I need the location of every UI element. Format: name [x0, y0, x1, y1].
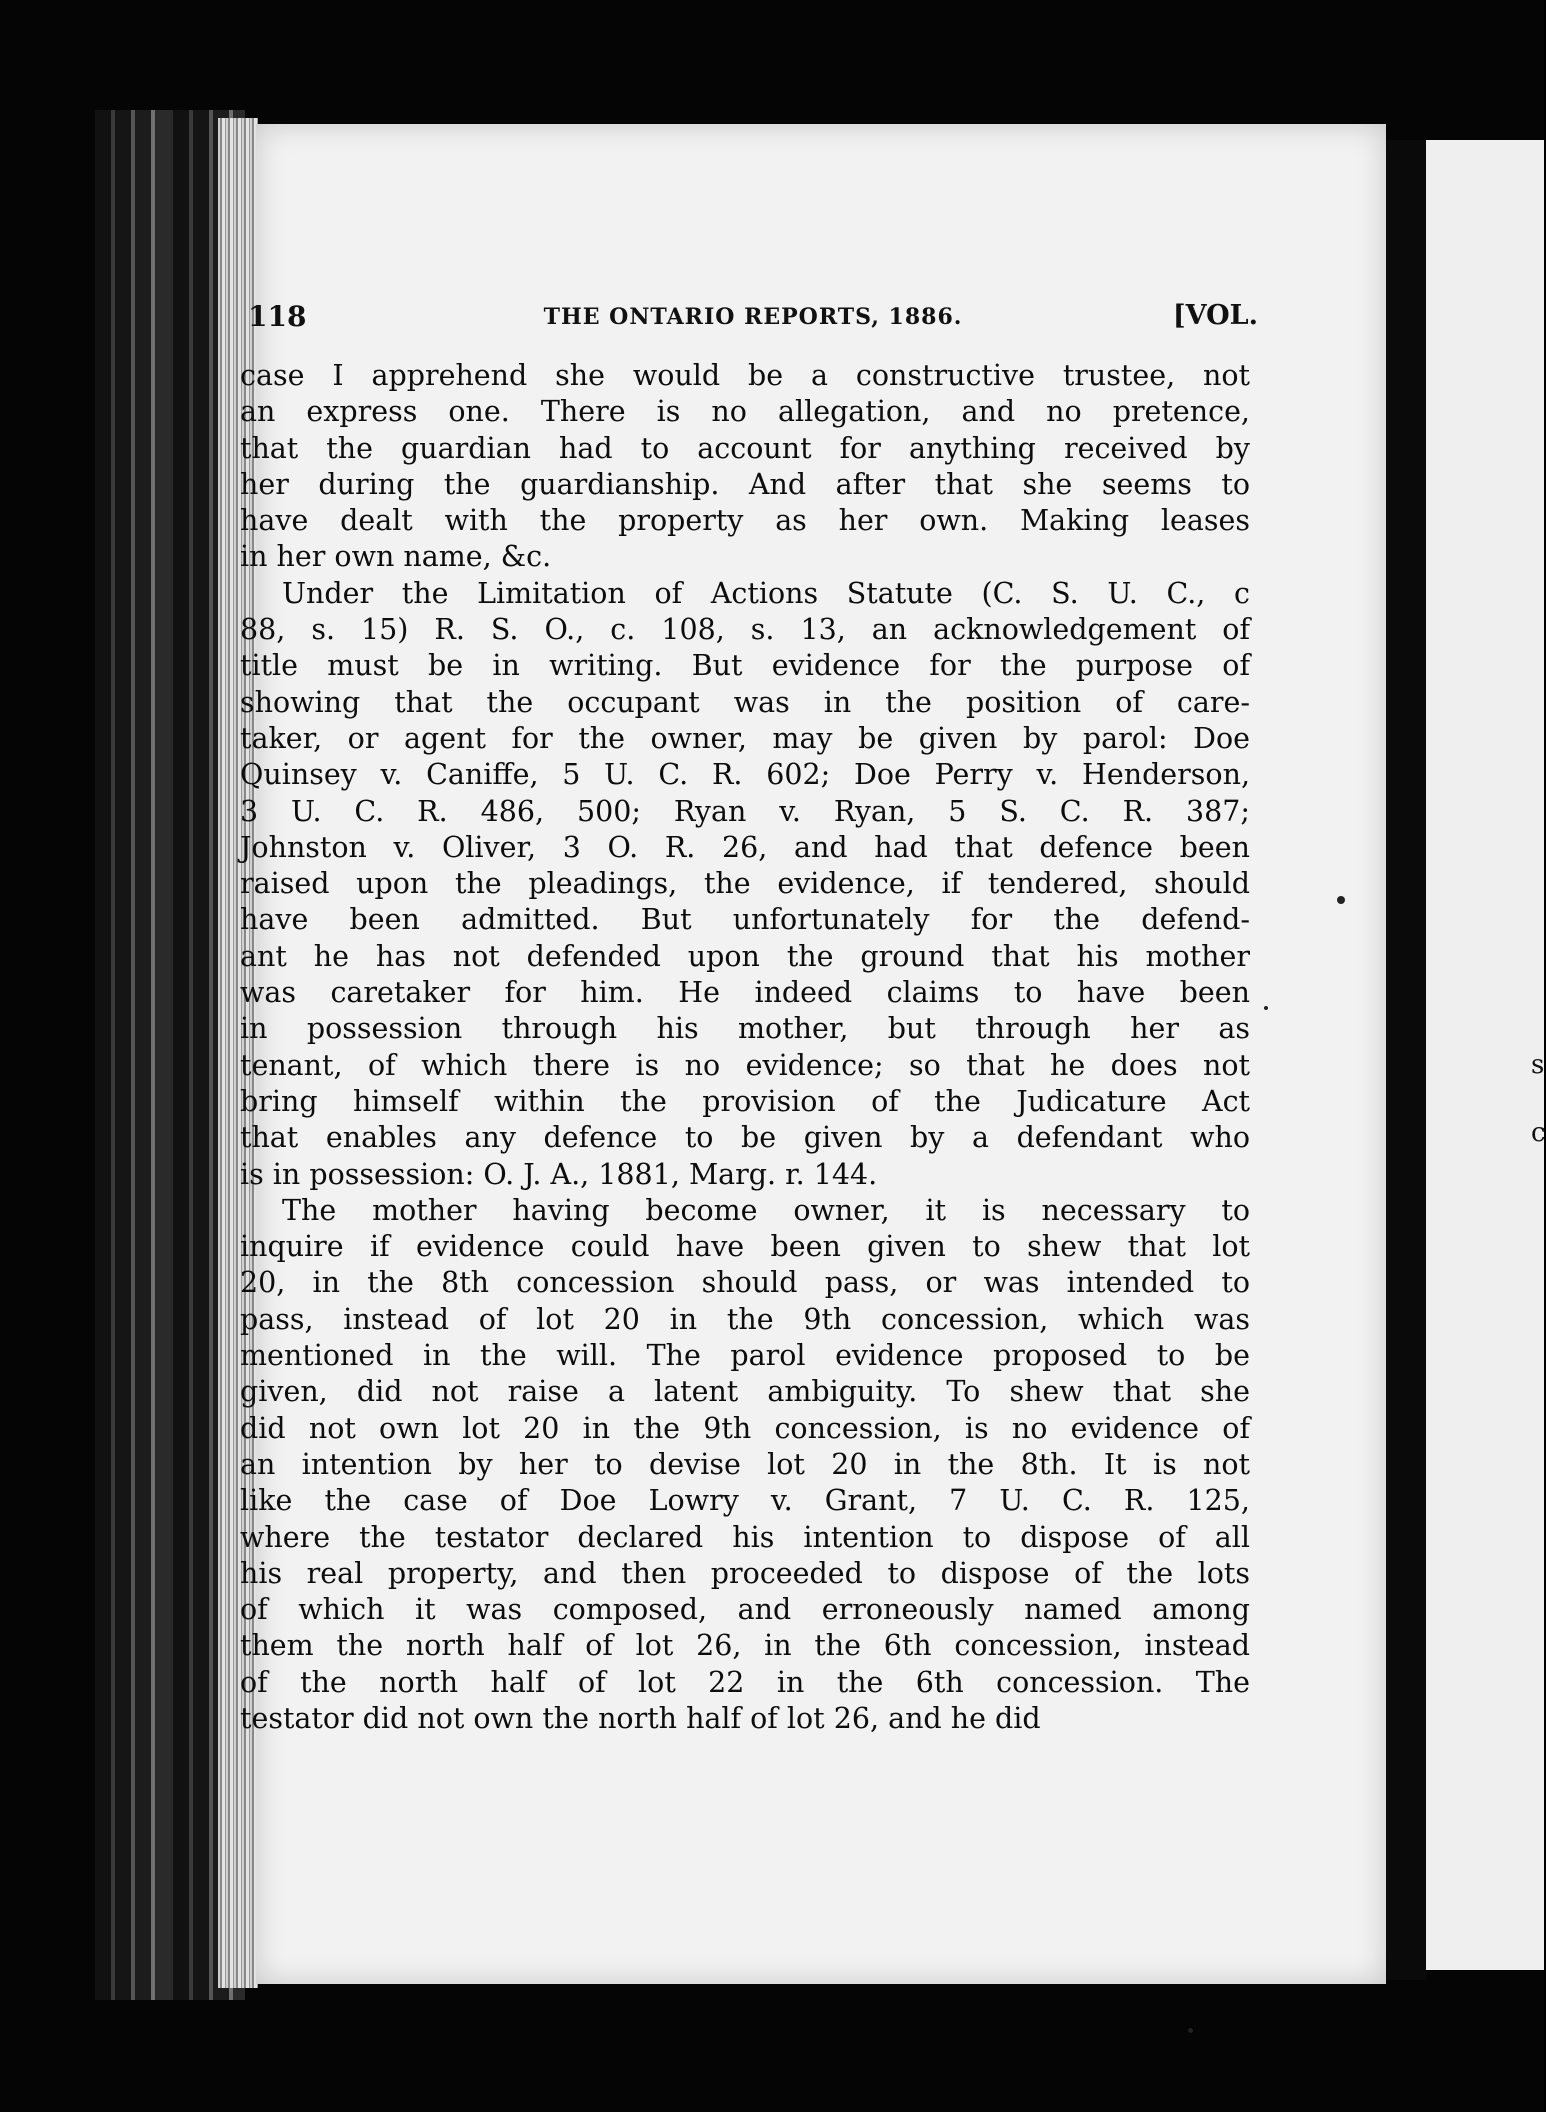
text-line: have been admitted. But unfortunately for the defend-: [240, 903, 1250, 937]
text-line: Quinsey v. Caniffe, 5 U. C. R. 602; Doe Perry v. Henderson,: [240, 758, 1250, 792]
text-line: is in possession: O. J. A., 1881, Marg. r. 144.: [240, 1157, 878, 1191]
text-line: title must be in writing. But evidence for the purpose of: [240, 649, 1250, 683]
text-line: that enables any defence to be given by a defendant who: [240, 1121, 1250, 1155]
paragraph-p3: [240, 1193, 1250, 1737]
text-line: ant he has not defended upon the ground that his mother: [240, 939, 1250, 973]
text-line: mentioned in the will. The parol evidence proposed to be: [240, 1339, 1250, 1373]
text-line: bring himself within the provision of the Judicature Act: [240, 1084, 1250, 1118]
paragraph-p2: [240, 576, 1250, 1193]
facing-page: [1426, 140, 1544, 1970]
text-line: was caretaker for him. He indeed claims to have been: [240, 976, 1250, 1010]
text-line: inquire if evidence could have been given to shew that lot: [240, 1230, 1250, 1264]
running-title: THE ONTARIO REPORTS, 1886.: [543, 304, 963, 330]
page-number: 118: [248, 300, 307, 333]
text-line: that the guardian had to account for anything received by: [240, 431, 1250, 465]
text-line: showing that the occupant was in the position of care-: [240, 685, 1250, 719]
running-head: [248, 300, 1258, 340]
text-line: 88, s. 15) R. S. O., c. 108, s. 13, an acknowledgement of: [240, 613, 1250, 647]
volume-marker: [VOL.: [1172, 300, 1258, 331]
text-line: did not own lot 20 in the 9th concession, is no evidence of: [240, 1411, 1250, 1445]
text-line: them the north half of lot 26, in the 6th concession, instead: [240, 1629, 1250, 1663]
text-line: like the case of Doe Lowry v. Grant, 7 U. C. R. 125,: [240, 1484, 1250, 1518]
facing-page-mark: c: [1531, 1118, 1546, 1148]
text-line: where the testator declared his intention to dispose of all: [240, 1520, 1250, 1554]
text-line: her during the guardianship. And after that she seems to: [240, 467, 1250, 501]
text-line: The mother having become owner, it is necessary to: [282, 1193, 1250, 1227]
body-text: [240, 358, 1250, 1737]
text-line: Under the Limitation of Actions Statute (C. S. U. C., c: [282, 576, 1250, 610]
facing-page-mark: s: [1531, 1050, 1545, 1080]
text-line: an intention by her to devise lot 20 in the 8th. It is not: [240, 1447, 1250, 1481]
text-line: Johnston v. Oliver, 3 O. R. 26, and had that defence been: [240, 830, 1250, 864]
scan-speck: [1188, 2028, 1193, 2033]
text-line: his real property, and then proceeded to dispose of the lots: [240, 1556, 1250, 1590]
scan-speck: [1264, 1006, 1268, 1010]
text-line: 20, in the 8th concession should pass, or was intended to: [240, 1266, 1250, 1300]
text-line: pass, instead of lot 20 in the 9th concession, which was: [240, 1302, 1250, 1336]
text-line: 3 U. C. R. 486, 500; Ryan v. Ryan, 5 S. C. R. 387;: [240, 794, 1250, 828]
text-line: an express one. There is no allegation, and no pretence,: [240, 395, 1250, 429]
text-line: raised upon the pleadings, the evidence, if tendered, should: [240, 867, 1250, 901]
paragraph-p1: [240, 358, 1250, 576]
text-line: testator did not own the north half of lot 26, and he did: [240, 1701, 1041, 1735]
text-line: of which it was composed, and erroneously named among: [240, 1593, 1250, 1627]
scan-speck: [1337, 896, 1345, 904]
text-line: given, did not raise a latent ambiguity. To shew that she: [240, 1375, 1250, 1409]
text-line: of the north half of lot 22 in the 6th concession. The: [240, 1665, 1250, 1699]
text-line: in her own name, &c.: [240, 540, 552, 574]
text-line: have dealt with the property as her own. Making leases: [240, 504, 1250, 538]
gutter-shadow: [1386, 140, 1426, 1980]
text-line: in possession through his mother, but through her as: [240, 1012, 1250, 1046]
text-line: case I apprehend she would be a constructive trustee, not: [240, 359, 1250, 392]
text-line: taker, or agent for the owner, may be given by parol: Doe: [240, 721, 1250, 755]
text-line: tenant, of which there is no evidence; so that he does not: [240, 1048, 1250, 1082]
